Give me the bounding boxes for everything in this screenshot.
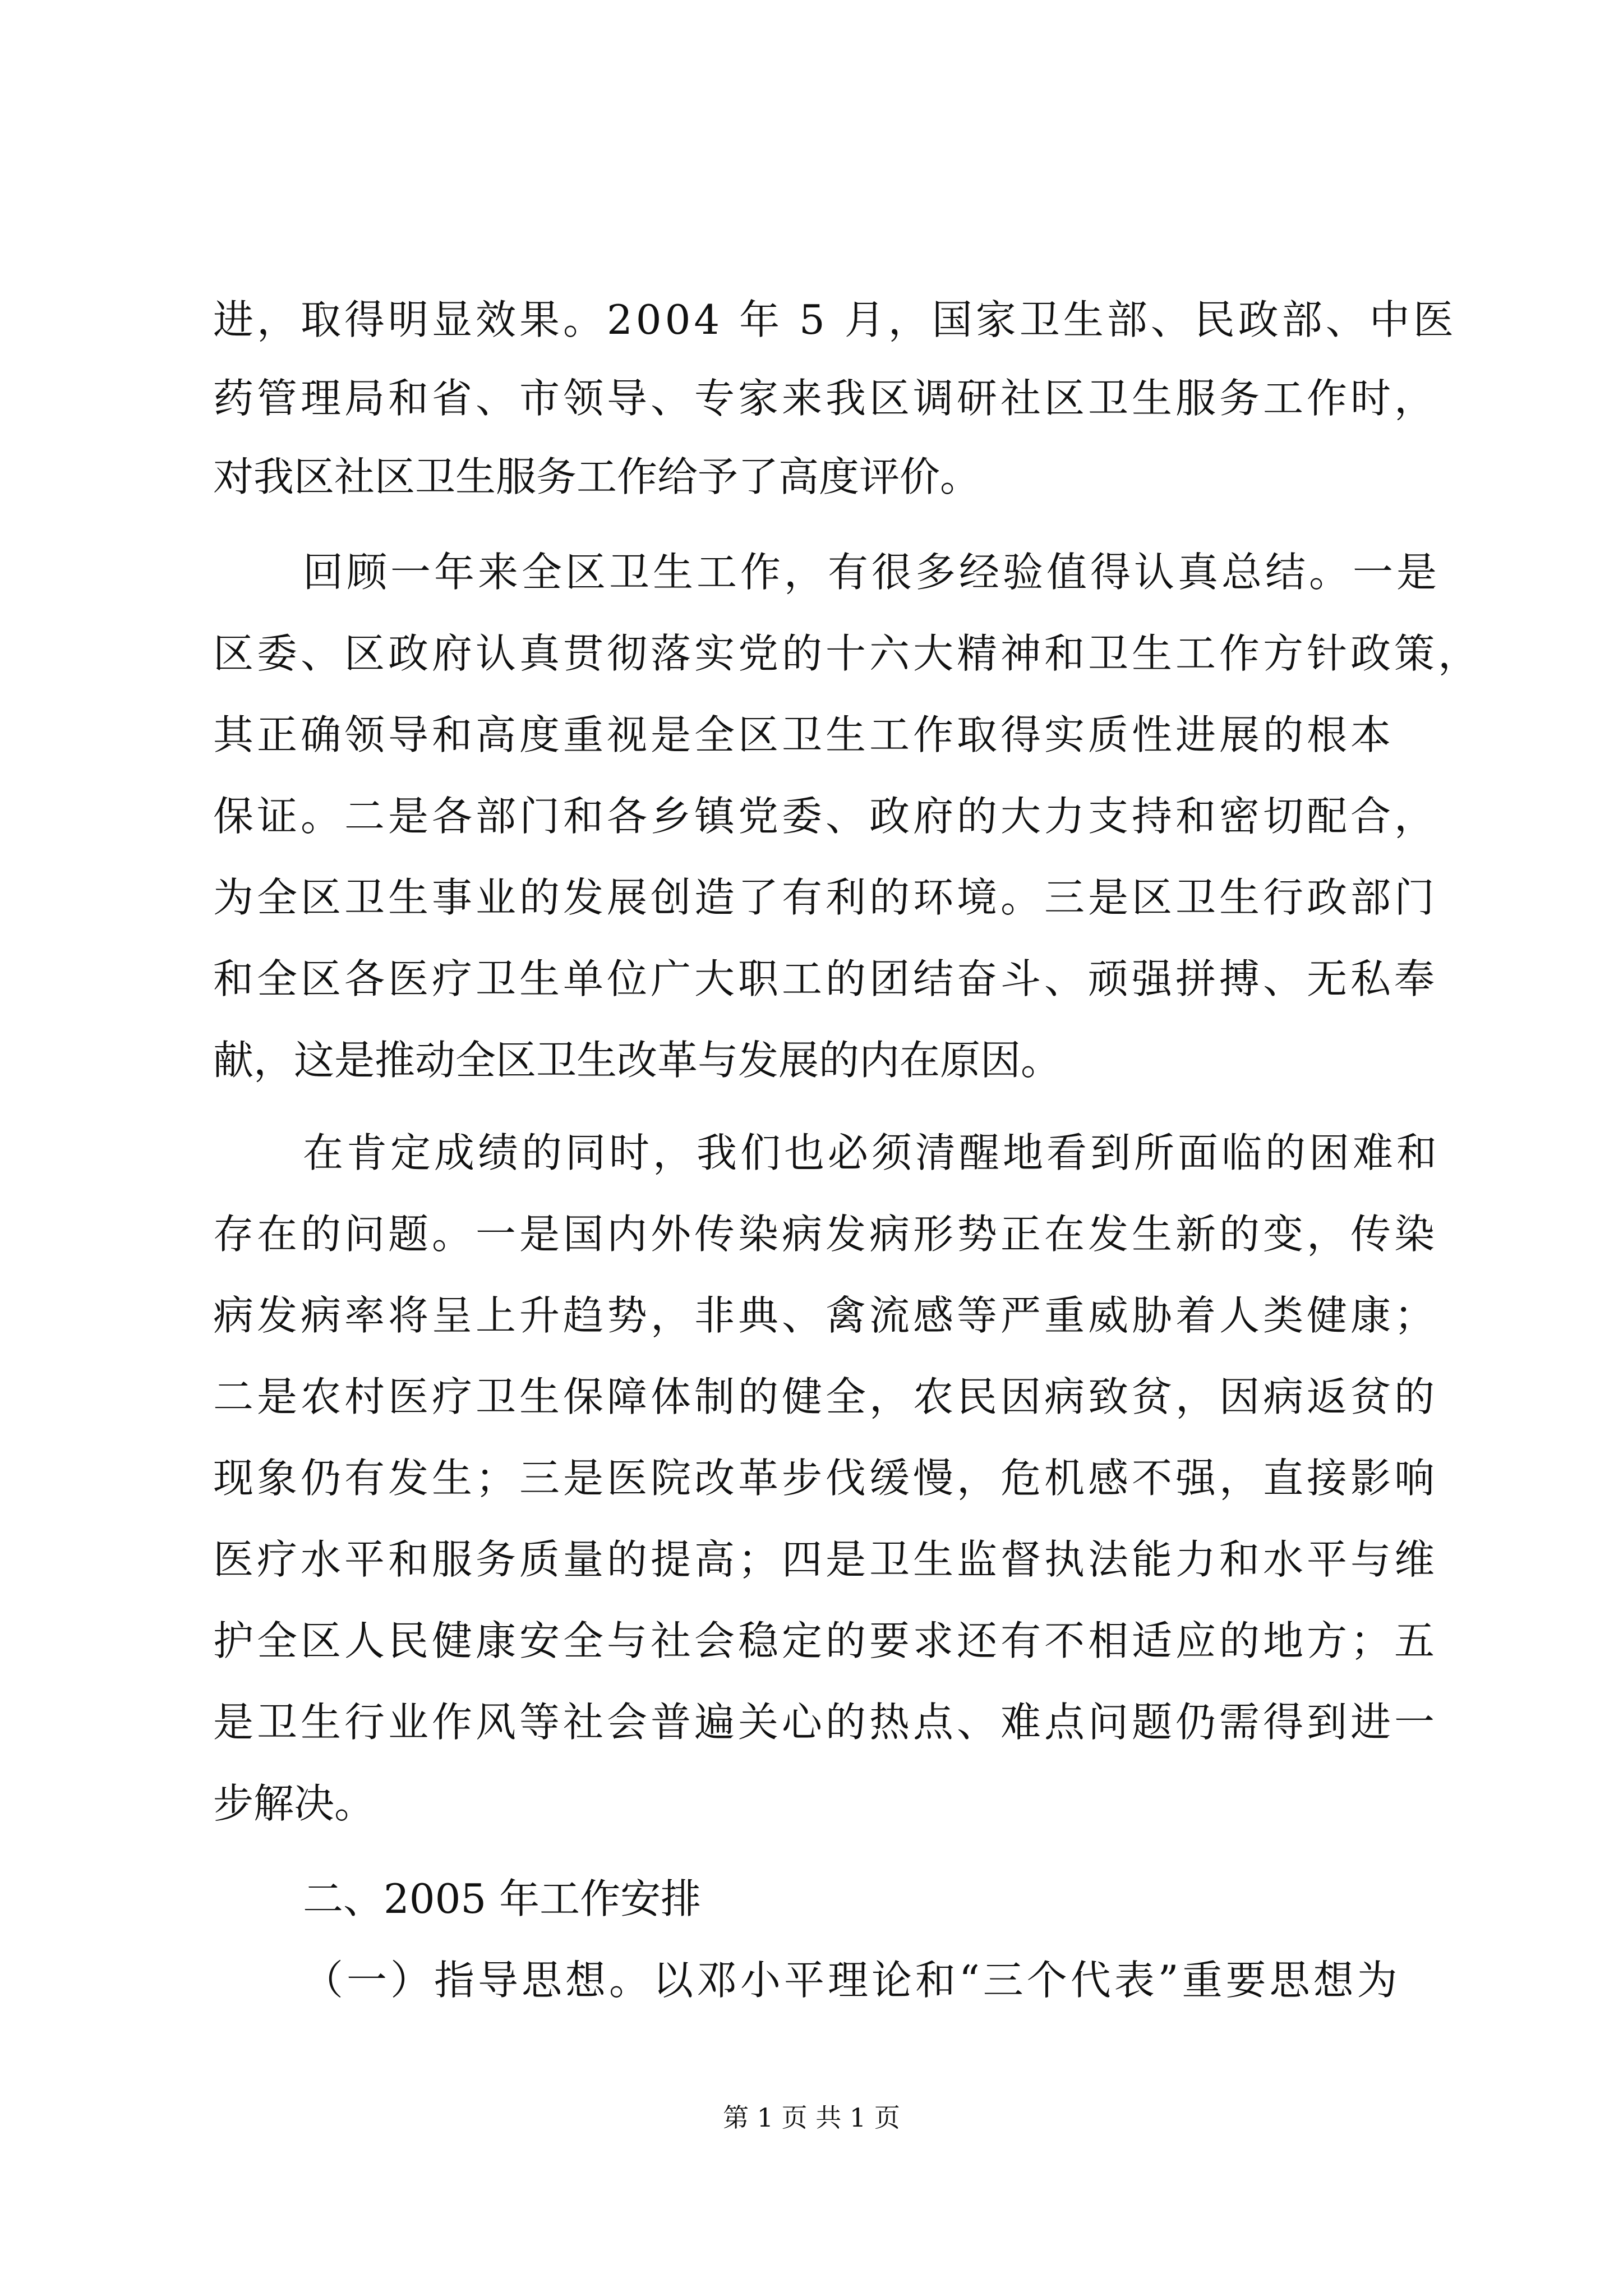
section-heading: 二、2005 年工作安排 [303, 1875, 702, 1922]
paragraph-line-18: 是卫生行业作风等社会普遍关心的热点、难点问题仍需得到进一 [213, 1699, 1438, 1746]
paragraph-line-1: 进，取得明显效果。2004 年 5 月，国家卫生部、民政部、中医 [213, 296, 1457, 343]
paragraph-line-7: 保证。二是各部门和各乡镇党委、政府的大力支持和密切配合， [213, 793, 1438, 840]
paragraph-line-6: 其正确领导和高度重视是全区卫生工作取得实质性进展的根本 [213, 711, 1395, 758]
paragraph-line-11: 在肯定成绩的同时，我们也必须清醒地看到所面临的困难和 [303, 1129, 1441, 1176]
paragraph-line-5: 区委、区政府认真贯彻落实党的十六大精神和卫生工作方针政策， [213, 630, 1482, 677]
paragraph-line-16: 医疗水平和服务质量的提高；四是卫生监督执法能力和水平与维 [213, 1536, 1438, 1583]
paragraph-line-15: 现象仍有发生；三是医院改革步伐缓慢，危机感不强，直接影响 [213, 1455, 1438, 1502]
paragraph-line-17: 护全区人民健康安全与社会稳定的要求还有不相适应的地方；五 [213, 1617, 1438, 1664]
paragraph-line-13: 病发病率将呈上升趋势，非典、禽流感等严重威胁着人类健康； [213, 1292, 1438, 1339]
paragraph-line-12: 存在的问题。一是国内外传染病发病形势正在发生新的变，传染 [213, 1211, 1438, 1258]
paragraph-line-4: 回顾一年来全区卫生工作，有很多经验值得认真总结。一是 [303, 549, 1441, 596]
paragraph-line-8: 为全区卫生事业的发展创造了有利的环境。三是区卫生行政部门 [213, 874, 1438, 921]
paragraph-line-14: 二是农村医疗卫生保障体制的健全，农民因病致贫，因病返贫的 [213, 1373, 1438, 1420]
paragraph-line-19: 步解决。 [213, 1780, 375, 1827]
page-footer: 第 1 页 共 1 页 [723, 2102, 900, 2133]
paragraph-line-2: 药管理局和省、市领导、专家来我区调研社区卫生服务工作时， [213, 375, 1438, 422]
paragraph-line-21: （一）指导思想。以邓小平理论和“三个代表”重要思想为 [303, 1957, 1401, 2004]
paragraph-line-9: 和全区各医疗卫生单位广大职工的团结奋斗、顽强拼搏、无私奉 [213, 955, 1438, 1002]
paragraph-line-10: 献，这是推动全区卫生改革与发展的内在原因。 [213, 1037, 1062, 1084]
paragraph-line-3: 对我区社区卫生服务工作给予了高度评价。 [213, 453, 981, 500]
